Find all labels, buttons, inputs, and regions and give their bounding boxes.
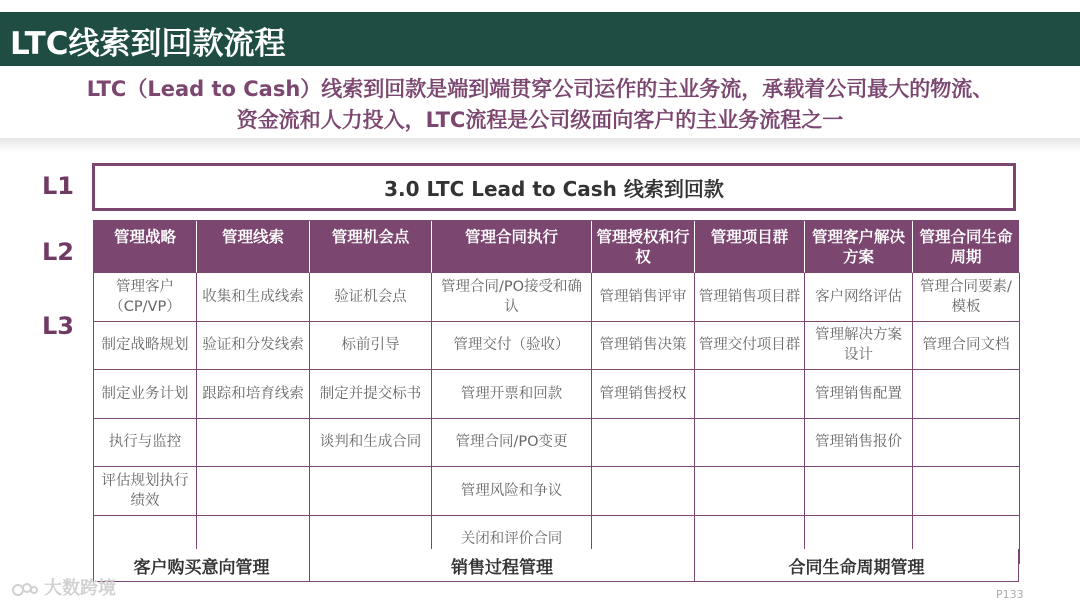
process-cell — [913, 467, 1020, 516]
process-cell — [197, 419, 310, 468]
watermark-text: 大数跨境 — [44, 578, 116, 599]
process-cell: 评估规划执行绩效 — [94, 467, 197, 516]
process-cell — [592, 467, 695, 516]
column-header: 管理授权和行权 — [592, 221, 695, 273]
column-header: 管理机会点 — [310, 221, 432, 273]
level-label-l1: L1 — [42, 172, 74, 200]
process-cell: 收集和生成线索 — [197, 273, 310, 322]
column-header: 管理合同执行 — [432, 221, 592, 273]
process-cell: 验证和分发线索 — [197, 322, 310, 371]
process-cell — [913, 419, 1020, 468]
process-cell: 管理合同文档 — [913, 322, 1020, 371]
slide-title: LTC线索到回款流程 — [10, 26, 286, 62]
l1-process-box: 3.0 LTC Lead to Cash 线索到回款 — [92, 163, 1016, 211]
process-cell: 执行与监控 — [94, 419, 197, 468]
process-cell — [805, 467, 913, 516]
process-cell: 跟踪和培育线索 — [197, 370, 310, 419]
process-cell — [695, 419, 805, 468]
process-cell: 管理销售项目群 — [695, 273, 805, 322]
process-cell — [913, 370, 1020, 419]
process-cell: 客户网络评估 — [805, 273, 913, 322]
process-cell: 管理销售决策 — [592, 322, 695, 371]
footer-cell-intent: 客户购买意向管理 — [94, 549, 310, 582]
column-header: 管理客户解决方案 — [805, 221, 913, 273]
footer-row — [93, 549, 1019, 582]
process-cell: 标前引导 — [310, 322, 432, 371]
column-header: 管理战略 — [94, 221, 197, 273]
process-cell — [695, 370, 805, 419]
process-cell — [197, 467, 310, 516]
column-header: 管理项目群 — [695, 221, 805, 273]
process-cell: 管理解决方案设计 — [805, 322, 913, 371]
process-cell: 管理开票和回款 — [432, 370, 592, 419]
process-cell: 管理销售授权 — [592, 370, 695, 419]
watermark-logo-icon — [12, 581, 38, 597]
process-cell: 管理客户（CP/VP） — [94, 273, 197, 322]
process-cell: 验证机会点 — [310, 273, 432, 322]
process-cell: 管理销售配置 — [805, 370, 913, 419]
process-cell — [592, 419, 695, 468]
subtitle-line-1: LTC（Lead to Cash）线索到回款是端到端贯穿公司运作的主业务流，承载着公司最大的物流、 — [86, 77, 994, 101]
process-grid — [93, 220, 1019, 582]
process-cell: 制定并提交标书 — [310, 370, 432, 419]
process-cell: 管理合同要素/模板 — [913, 273, 1020, 322]
process-cell: 管理销售报价 — [805, 419, 913, 468]
process-cell: 管理合同/PO变更 — [432, 419, 592, 468]
process-cell: 谈判和生成合同 — [310, 419, 432, 468]
process-cell: 制定战略规划 — [94, 322, 197, 371]
watermark — [12, 574, 116, 600]
column-header: 管理合同生命周期 — [913, 221, 1020, 273]
divider-shadow — [0, 138, 1080, 152]
process-cell: 管理交付（验收） — [432, 322, 592, 371]
column-header: 管理线索 — [197, 221, 310, 273]
footer-cell-sales: 销售过程管理 — [310, 549, 695, 582]
footer-cell-contract: 合同生命周期管理 — [695, 549, 1019, 582]
process-cell: 制定业务计划 — [94, 370, 197, 419]
subtitle — [0, 74, 1080, 136]
process-cell: 管理风险和争议 — [432, 467, 592, 516]
level-label-l2: L2 — [42, 238, 74, 266]
process-cell — [310, 467, 432, 516]
level-label-l3: L3 — [42, 312, 74, 340]
process-cell — [695, 467, 805, 516]
process-cell: 关闭和评价合同 — [432, 516, 592, 565]
page-number: P133 — [996, 588, 1024, 601]
process-cell: 管理交付项目群 — [695, 322, 805, 371]
subtitle-line-2: 资金流和人力投入，LTC流程是公司级面向客户的主业务流程之一 — [236, 108, 844, 132]
process-cell: 管理合同/PO接受和确认 — [432, 273, 592, 322]
process-cell: 管理销售评审 — [592, 273, 695, 322]
title-bar — [0, 12, 1080, 66]
